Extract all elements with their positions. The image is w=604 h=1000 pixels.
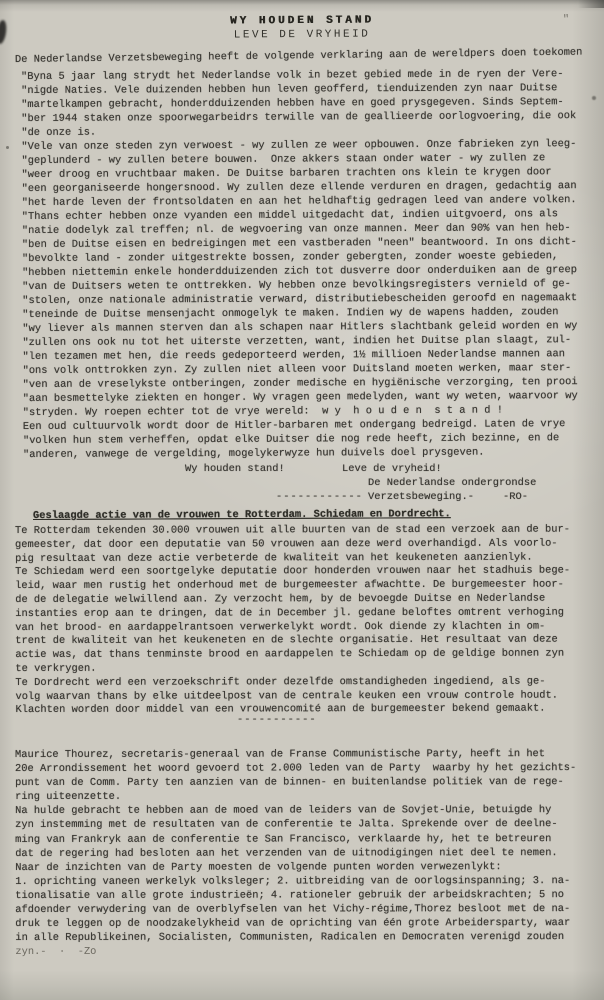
- closing-block: [0, 460, 604, 510]
- text-line: "van de Duitsers weten te onttrekken. Wy hebben onze bevolkingsregisters vernield of ge-: [22, 278, 571, 293]
- text-line: "het harde leven der frontsoldaten en aan het heldhaftig gedragen leed van andere volken.: [21, 194, 577, 209]
- text-line: "wy liever als mannen sterven dan als schapen naar Hitlers slachtbank geleid worden en wy: [22, 320, 578, 335]
- text-line: volg waarvan thans by elke uitdeelpost van de centrale keuken een vrouw controle houdt.: [15, 689, 558, 703]
- text-line: Te Rotterdam tekenden 30.000 vrouwen uit alle buurten van de stad een verzoek aan de bur-: [15, 523, 570, 537]
- text-line: zyn instemming met de resultaten van de conferentie te Jalta. Sprekende over de deelne-: [15, 818, 558, 832]
- section-divider: -----------: [237, 714, 317, 726]
- text-line: "martelkampen gebracht, honderdduizenden hebben have en goed prysgegeven. Sinds Septem-: [21, 96, 564, 111]
- closing-org-line1: De Nederlandse ondergrondse: [368, 477, 537, 489]
- text-line: "ons volk onttrokken zyn. Zy zullen niet alleen voor Duitsland moeten werken, maar ster-: [22, 362, 572, 377]
- text-line: "Vele van onze steden zyn verwoest - wy zullen ze weer opbouwen. Onze fabrieken zyn leeg-: [21, 138, 577, 153]
- text-line: "hebben niettemin enkele honderdduizenden zich tot dusverre door onderduiken aan de greep: [22, 264, 578, 279]
- text-line: zyn.- · -Zo: [15, 946, 97, 959]
- text-line: "aan besmettelyke ziekten en honger. Wy vragen geen medelyden, want wy weten, waarvoor wy: [22, 390, 578, 405]
- text-line: dat de regering had besloten aan het verzenden van de uitnodigingen niet deel te nemen.: [15, 846, 558, 860]
- text-line: "volken hun stem verheffen, opdat elke Duitser die nog rede heeft, zich bezinne, en de: [22, 432, 560, 447]
- text-line: afdoender verwydering van de overblyfselen van het Vichy-régime,Thorez besloot met de na-: [15, 903, 571, 917]
- article2-heading: Geslaagde actie van de vrouwen te Rotterdam. Schiedam en Dordrecht.: [32, 508, 451, 522]
- text-line: Te Schiedam werd een soortgelyke deputatie door honderden vrouwen naar het stadhuis bege-: [15, 564, 571, 579]
- text-line: "stolen, onze nationale administratie verward, distributiebescheiden geroofd en nagemaakt: [22, 292, 578, 307]
- pencil-mark: ″: [562, 13, 571, 27]
- text-line: Na hulde gebracht te hebben aan de moed van de leiders van de Sovjet-Unie, betuigde hy: [15, 804, 552, 818]
- scan-artifact-top-right: [578, 0, 604, 8]
- text-line: "ven aan de vreselykste ontberingen, zonder medische en hygiënische verzorging, ten prooi: [22, 376, 578, 391]
- text-line: ming van Frankryk aan de conferentie te San Francisco, verklaarde hy, het te betreuren: [15, 832, 552, 846]
- text-line: "Byna 5 jaar lang strydt het Nederlandse volk in bezet gebied mede in de ryen der Vere-: [21, 68, 564, 83]
- text-line: instanties erop aan te dringen, dat de in December jl. gedane beloftes omtrent verhoging: [15, 606, 564, 620]
- closing-slogan-left: Wy houden stand!: [185, 463, 285, 475]
- document-subtitle: LEVE DE VRYHEID: [233, 28, 371, 42]
- text-line: 20e Arrondissement het woord gevoerd tot 2.000 leden van de Party waarby hy het gezichts-: [15, 762, 577, 776]
- text-line: "geplunderd - wy zullen betere bouwen. Onze akkers staan onder water - wy zullen ze: [21, 152, 546, 167]
- text-line: actie was, dat thans tenminste brood en aardappelen te Schiedam op de geldige bonnen zyn: [15, 647, 565, 662]
- text-line: in alle Republikeinen, Socialisten, Communisten, Radicalen en Democraten verenigd zouden: [15, 931, 565, 945]
- text-line: Te Dordrecht werd een verzoekschrift onder dezelfde omstandigheden ingediend, als ge-: [15, 675, 546, 689]
- text-line: "anderen, vanwege de vergelding, mogelykerwyze hun duivels doel prysgeven.: [22, 446, 485, 461]
- text-line: Klachten worden door middel van een vrouwencomité aan de burgemeester bekend gemaakt.: [15, 702, 546, 717]
- text-line: trent de kwaliteit van het keukeneten en de slechte organisatie. Het resultaat van deze: [15, 633, 558, 648]
- text-line: "weer droog en vruchtbaar maken. De Duitse barbaren trachten ons klein te krygen door: [21, 166, 552, 181]
- text-line: tionalisatie van alle grote industrieën; 4. rationeler gebruik der arbeidskrachten; 5 no: [15, 888, 564, 902]
- text-line: "een georganiseerde hongersnood. Wy zullen deze ellende verduren en dragen, gedachtig aan: [21, 180, 577, 195]
- ink-speck: [6, 146, 9, 149]
- text-line: Een oud cultuurvolk wordt door de Hitler-barbaren met ondergang bedreigd. Laten de vrye: [22, 418, 566, 433]
- text-line: de de delegatie welwillend aan. Zy verzocht hem, by de bevoegde Duitse en Nederlandse: [15, 592, 546, 606]
- text-line: gemeester, dat door een deputatie van 50 vrouwen aan deze werd overhandigd. Als voorlo-: [15, 537, 558, 551]
- text-line: "ber 1944 staken onze spoorwegarbeidrs terwille van de geallieerde oorlogvoering, die ook: [21, 110, 577, 125]
- document-title: WY HOUDEN STAND: [229, 14, 375, 28]
- text-line: "Thans echter hebben onze vyanden een middel uitgedacht dat, indien uitgvoerd, ons als: [21, 208, 559, 223]
- intro-line: De Nederlandse Verzetsbeweging heeft de volgende verklaring aan de wereldpers doen toekomen: [14, 46, 583, 66]
- text-line: leid, waar men rustig het onderhoud met de burgemeester afwachtte. De burgemeester hoor-: [15, 578, 564, 593]
- text-line: 1. oprichting vaneen werkelyk volksleger; 2. uitbreiding van de oorlogsinspanning; 3. na-: [15, 874, 571, 888]
- text-line: te verkrygen.: [15, 662, 97, 675]
- text-line: ring uiteenzette.: [15, 791, 122, 804]
- text-line: van het brood- en aardappelrantsoen verwerkelykt wordt. Ook diende zy klachten in om-: [15, 620, 546, 634]
- text-line: "ben de Duitse eisen en bedreigingen met een vastberaden "neen" beantwoord. In ons dicht-: [21, 236, 577, 251]
- text-line: druk te leggen op de noodzakelykheid van de oprichting van één grote Arbeidersparty, waar: [15, 917, 571, 931]
- text-line: "len tezamen met hen, die reeds gedeporteerd werden, 1½ millioen Nederlandse mannen aan: [22, 348, 566, 363]
- text-line: punt van de Comm. Party ten aanzien van de binnen- en buitenlandse politiek van de rege-: [15, 776, 564, 790]
- closing-divider: ------------: [276, 491, 363, 503]
- article2-paragraph: [15, 522, 602, 717]
- closing-org-line2: Verzetsbeweging.-: [368, 491, 475, 503]
- document-header: [0, 13, 604, 43]
- text-line: Naar de inzichten van de Party moesten de volgende punten worden verwezenlykt:: [15, 860, 502, 874]
- text-line: "stryden. Wy roepen echter tot de vrye wereld: w y h o u d e n s t a n d !: [22, 404, 503, 419]
- text-line: "bevolkte land - zonder uitgestrekte bossen, zonder gebergten, zonder woeste gebieden,: [21, 250, 559, 265]
- text-line: Maurice Thourez, secretaris-generaal van de Franse Communistische Party, heeft in het: [15, 748, 546, 761]
- declaration-paragraph: [21, 67, 603, 462]
- closing-slogan-right: Leve de vryheid!: [342, 463, 442, 475]
- text-line: "nigde Naties. Vele duizenden hebben hun leven geofferd, tienduizenden zyn naar Duitse: [21, 82, 558, 97]
- article3-paragraph: [15, 747, 601, 959]
- text-line: pig resultaat van deze actie verbeterde de kwaliteit van het keukeneten aanzienlyk.: [15, 551, 533, 565]
- closing-initials: -RO-: [503, 491, 528, 503]
- text-line: "zullen ons ook nu tot het uiterste verzetten, want, indien het Duitse plan slaagt, zul-: [22, 334, 572, 349]
- text-line: "de onze is.: [21, 126, 97, 139]
- text-line: "natie dodelyk zal treffen; nl. de wegvoering van onze mannen. Meer dan 90% van hen heb-: [21, 222, 571, 237]
- text-line: "teneinde de Duitse mensenjacht onmogelyk te maken. Indien wy de wapens hadden, zouden: [22, 306, 559, 321]
